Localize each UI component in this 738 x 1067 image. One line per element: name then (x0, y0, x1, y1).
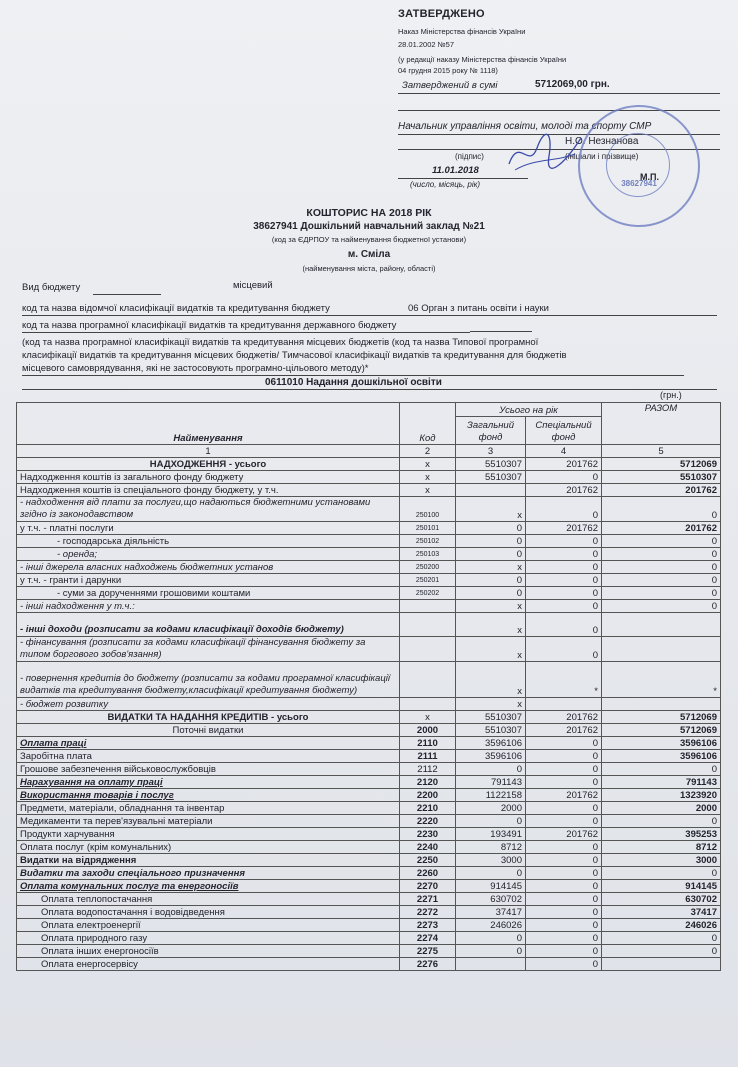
row-general-fund: 5510307 (456, 724, 526, 737)
row-code: 250202 (400, 587, 456, 600)
row-special-fund: 0 (526, 587, 602, 600)
row-special-fund: 201762 (526, 484, 602, 497)
row-special-fund: 201762 (526, 789, 602, 802)
table-row (17, 471, 721, 484)
row-total: 8712 (602, 841, 721, 854)
row-total: 5712069 (602, 724, 721, 737)
institution-name: 38627941 Дошкільний навчальний заклад №21 (253, 221, 485, 232)
row-general-fund: 37417 (456, 906, 526, 919)
row-total: 0 (602, 561, 721, 574)
program-code-state: код та назва програмної класифікації видатків та кредитування державного бюджету (22, 320, 397, 331)
row-total: 37417 (602, 906, 721, 919)
row-code: 2273 (400, 919, 456, 932)
row-name: - оренда; (17, 548, 400, 561)
row-general-fund: 0 (456, 522, 526, 535)
row-total: 201762 (602, 484, 721, 497)
approval-title: ЗАТВЕРДЖЕНО (398, 8, 485, 20)
row-name: Поточні видатки (17, 724, 400, 737)
row-name: у т.ч. - платні послуги (17, 522, 400, 535)
table-row (17, 945, 721, 958)
row-code: 2112 (400, 763, 456, 776)
row-total: 3596106 (602, 737, 721, 750)
col-number-1: 1 (17, 445, 400, 458)
row-code: 2271 (400, 893, 456, 906)
row-special-fund: 201762 (526, 458, 602, 471)
row-total: 0 (602, 763, 721, 776)
row-special-fund: 0 (526, 637, 602, 662)
row-general-fund: 2000 (456, 802, 526, 815)
row-special-fund: 201762 (526, 522, 602, 535)
table-row (17, 613, 721, 637)
row-general-fund: 5510307 (456, 711, 526, 724)
table-row (17, 662, 721, 698)
table-row (17, 561, 721, 574)
row-code: 250201 (400, 574, 456, 587)
row-special-fund: 0 (526, 841, 602, 854)
row-total: * (602, 662, 721, 698)
row-code (400, 637, 456, 662)
row-special-fund: 0 (526, 958, 602, 971)
row-total: 0 (602, 867, 721, 880)
row-name: у т.ч. - гранти і дарунки (17, 574, 400, 587)
col-header-total-year: Усього на рік (456, 403, 602, 417)
row-code: 2250 (400, 854, 456, 867)
row-code: 250103 (400, 548, 456, 561)
row-total: 1323920 (602, 789, 721, 802)
row-special-fund: 0 (526, 737, 602, 750)
row-name: Оплата енергосервісу (17, 958, 400, 971)
table-row (17, 737, 721, 750)
row-total: 0 (602, 600, 721, 613)
budget-table (16, 402, 721, 971)
row-code: 2200 (400, 789, 456, 802)
row-name: Оплата інших енергоносіїв (17, 945, 400, 958)
row-general-fund (456, 484, 526, 497)
row-special-fund: 0 (526, 854, 602, 867)
row-code: 2275 (400, 945, 456, 958)
row-general-fund: 630702 (456, 893, 526, 906)
row-special-fund: 0 (526, 802, 602, 815)
row-special-fund: 0 (526, 561, 602, 574)
row-name: Оплата праці (17, 737, 400, 750)
date-caption: (число, місяць, рік) (410, 180, 481, 189)
city-caption: (найменування міста, району, області) (302, 264, 436, 273)
table-row (17, 893, 721, 906)
row-general-fund: х (456, 637, 526, 662)
approval-order: Наказ Міністерства фінансів України (398, 27, 526, 36)
row-code: 2230 (400, 828, 456, 841)
row-name: - надходження від плати за послуги,що надаються бюджетними установами згідно із законодавством (17, 497, 400, 522)
row-general-fund: х (456, 561, 526, 574)
row-name: Оплата послуг (крім комунальних) (17, 841, 400, 854)
document-title: КОШТОРИС НА 2018 РІК (306, 207, 432, 219)
signature-caption: (підпис) (455, 152, 484, 161)
row-total: 201762 (602, 522, 721, 535)
row-special-fund: 201762 (526, 711, 602, 724)
currency-label: (грн.) (660, 390, 682, 400)
row-code: 2000 (400, 724, 456, 737)
table-row (17, 776, 721, 789)
seal-label: М.П. (640, 172, 659, 182)
row-code: 2220 (400, 815, 456, 828)
row-general-fund: 0 (456, 587, 526, 600)
row-total (602, 958, 721, 971)
row-special-fund: 201762 (526, 828, 602, 841)
institution-caption: (код за ЄДРПОУ та найменування бюджетної установи) (271, 235, 467, 244)
table-row (17, 484, 721, 497)
row-special-fund: 0 (526, 750, 602, 763)
row-total: 791143 (602, 776, 721, 789)
row-general-fund: 0 (456, 867, 526, 880)
row-general-fund: 193491 (456, 828, 526, 841)
row-code (400, 600, 456, 613)
row-special-fund: 0 (526, 497, 602, 522)
row-general-fund: х (456, 600, 526, 613)
row-name: Видатки на відрядження (17, 854, 400, 867)
approval-date: 11.01.2018 (432, 165, 479, 176)
row-name: - господарська діяльність (17, 535, 400, 548)
table-row (17, 828, 721, 841)
departmental-code-value: 06 Орган з питань освіти і науки (408, 303, 549, 314)
row-name: НАДХОДЖЕННЯ - усього (17, 458, 400, 471)
col-header-name: Найменування (17, 403, 400, 445)
row-name: - інші надходження у т.ч.: (17, 600, 400, 613)
table-row (17, 919, 721, 932)
table-row (17, 637, 721, 662)
row-code: 2272 (400, 906, 456, 919)
row-total (602, 637, 721, 662)
approved-sum-value: 5712069,00 грн. (535, 79, 610, 90)
row-total: 5510307 (602, 471, 721, 484)
row-special-fund: 0 (526, 548, 602, 561)
signature-scribble (505, 126, 585, 176)
row-code (400, 662, 456, 698)
row-code: 2274 (400, 932, 456, 945)
row-name: - суми за дорученнями грошовими коштами (17, 587, 400, 600)
table-row (17, 548, 721, 561)
row-name: Використання товарів і послуг (17, 789, 400, 802)
row-general-fund: 0 (456, 763, 526, 776)
row-general-fund: х (456, 497, 526, 522)
table-row (17, 600, 721, 613)
row-general-fund: 1122158 (456, 789, 526, 802)
row-name: Оплата природного газу (17, 932, 400, 945)
table-row (17, 815, 721, 828)
col-header-special: Спеціальний фонд (526, 417, 602, 445)
city-name: м. Сміла (347, 249, 391, 260)
row-name: - інші доходи (розписати за кодами класифікації доходів бюджету) (17, 613, 400, 637)
approval-revision: (у редакції наказу Міністерства фінансів України (398, 55, 567, 64)
row-special-fund: 0 (526, 945, 602, 958)
row-general-fund: 5510307 (456, 458, 526, 471)
table-row (17, 522, 721, 535)
row-name: - бюджет розвитку (17, 698, 400, 711)
row-code: х (400, 711, 456, 724)
row-code: 2111 (400, 750, 456, 763)
table-row (17, 711, 721, 724)
col-number-2: 2 (400, 445, 456, 458)
row-name: - інші джерела власних надходжень бюджетних установ (17, 561, 400, 574)
row-code: 250200 (400, 561, 456, 574)
budget-type-label: Вид бюджету (22, 282, 81, 293)
row-general-fund: 914145 (456, 880, 526, 893)
table-row (17, 587, 721, 600)
row-name: Оплата теплопостачання (17, 893, 400, 906)
row-name: Оплата електроенергії (17, 919, 400, 932)
row-name: Продукти харчування (17, 828, 400, 841)
program-value: 0611010 Надання дошкільної освіти (265, 377, 442, 388)
row-general-fund: 0 (456, 945, 526, 958)
row-total (602, 613, 721, 637)
row-total: 0 (602, 497, 721, 522)
row-total (602, 698, 721, 711)
row-code (400, 613, 456, 637)
row-special-fund: 0 (526, 893, 602, 906)
table-row (17, 854, 721, 867)
col-number-3: 3 (456, 445, 526, 458)
row-general-fund: 0 (456, 932, 526, 945)
row-code: 2240 (400, 841, 456, 854)
row-total: 0 (602, 932, 721, 945)
row-special-fund (526, 698, 602, 711)
row-name: Грошове забезпечення військовослужбовців (17, 763, 400, 776)
row-special-fund: 0 (526, 919, 602, 932)
row-code (400, 698, 456, 711)
row-name: Нарахування на оплату праці (17, 776, 400, 789)
row-code: 2270 (400, 880, 456, 893)
row-code: 250100 (400, 497, 456, 522)
row-name: Оплата комунальних послуг та енергоносіїв (17, 880, 400, 893)
row-special-fund: 0 (526, 471, 602, 484)
table-row (17, 802, 721, 815)
row-name: - фінансування (розписати за кодами класифікації фінансування бюджету за типом боргового зобов'язання) (17, 637, 400, 662)
row-name: Предмети, матеріали, обладнання та інвентар (17, 802, 400, 815)
row-special-fund: 0 (526, 776, 602, 789)
row-name: Надходження коштів із загального фонду бюджету (17, 471, 400, 484)
row-special-fund: 0 (526, 574, 602, 587)
table-row (17, 497, 721, 522)
table-row (17, 932, 721, 945)
row-total: 0 (602, 815, 721, 828)
table-row (17, 867, 721, 880)
row-name: Заробітна плата (17, 750, 400, 763)
row-total: 0 (602, 548, 721, 561)
row-name: Видатки та заходи спеціального призначення (17, 867, 400, 880)
row-special-fund: 0 (526, 763, 602, 776)
row-code: 2210 (400, 802, 456, 815)
row-general-fund: 3596106 (456, 750, 526, 763)
row-general-fund: 0 (456, 815, 526, 828)
row-code: 2260 (400, 867, 456, 880)
row-code: х (400, 484, 456, 497)
program-code-local-3: місцевого самоврядування, які не застосовують програмно-цільового методу)* (22, 363, 369, 374)
program-code-local-1: (код та назва програмної класифікації видатків та кредитування місцевих бюджетів (код та назва Типової програмної (22, 337, 539, 348)
table-row (17, 574, 721, 587)
row-total: 914145 (602, 880, 721, 893)
row-special-fund: 0 (526, 815, 602, 828)
stamp-code: 38627941 (621, 179, 657, 188)
table-row (17, 535, 721, 548)
approver-name: Н.О. Незнанова (565, 136, 639, 147)
table-row (17, 906, 721, 919)
budget-type-value: місцевий (233, 280, 273, 291)
approver-position: Начальник управління освіти, молоді та спорту СМР (398, 121, 652, 132)
table-row (17, 880, 721, 893)
row-general-fund: 791143 (456, 776, 526, 789)
row-total: 0 (602, 535, 721, 548)
row-general-fund (456, 958, 526, 971)
row-special-fund: 0 (526, 880, 602, 893)
row-code: 2276 (400, 958, 456, 971)
col-number-5: 5 (602, 445, 721, 458)
table-row (17, 750, 721, 763)
row-name: Надходження коштів із спеціального фонду бюджету, у т.ч. (17, 484, 400, 497)
row-special-fund: 0 (526, 906, 602, 919)
row-special-fund: 0 (526, 600, 602, 613)
row-general-fund: х (456, 662, 526, 698)
row-special-fund: 0 (526, 932, 602, 945)
row-total: 0 (602, 587, 721, 600)
row-total: 5712069 (602, 458, 721, 471)
table-row (17, 458, 721, 471)
col-header-general: Загальний фонд (456, 417, 526, 445)
row-general-fund: 246026 (456, 919, 526, 932)
row-total: 3000 (602, 854, 721, 867)
row-general-fund: 3596106 (456, 737, 526, 750)
departmental-code-label: код та назва відомчої класифікації видатків та кредитування бюджету (22, 303, 330, 314)
row-general-fund: 0 (456, 548, 526, 561)
row-name: - повернення кредитів до бюджету (розписати за кодами програмної класифікації видатків та кредитування бюджету,класифікації кредитування бюджету) (17, 662, 400, 698)
row-code: х (400, 471, 456, 484)
row-code: 2120 (400, 776, 456, 789)
row-total: 2000 (602, 802, 721, 815)
row-total: 630702 (602, 893, 721, 906)
table-row (17, 763, 721, 776)
row-name: Оплата водопостачання і водовідведення (17, 906, 400, 919)
col-number-4: 4 (526, 445, 602, 458)
row-general-fund: 0 (456, 574, 526, 587)
col-header-sum: РАЗОМ (602, 403, 721, 445)
table-row (17, 789, 721, 802)
row-general-fund: 8712 (456, 841, 526, 854)
row-code: 2110 (400, 737, 456, 750)
row-code: 250102 (400, 535, 456, 548)
row-general-fund: 0 (456, 535, 526, 548)
program-code-local-2: класифікації видатків та кредитування місцевих бюджетів/ Тимчасової класифікації видатків та кредитування для бюджетів (22, 350, 567, 361)
row-special-fund: 0 (526, 613, 602, 637)
row-total: 0 (602, 574, 721, 587)
row-name: ВИДАТКИ ТА НАДАННЯ КРЕДИТІВ - усього (17, 711, 400, 724)
row-total: 0 (602, 945, 721, 958)
row-code: 250101 (400, 522, 456, 535)
row-special-fund: 201762 (526, 724, 602, 737)
row-code: х (400, 458, 456, 471)
col-header-code: Код (400, 403, 456, 445)
row-general-fund: 5510307 (456, 471, 526, 484)
row-total: 3596106 (602, 750, 721, 763)
table-row (17, 841, 721, 854)
row-special-fund: * (526, 662, 602, 698)
row-general-fund: 3000 (456, 854, 526, 867)
row-total: 246026 (602, 919, 721, 932)
budget-rows (17, 458, 721, 971)
table-row (17, 724, 721, 737)
row-special-fund: 0 (526, 867, 602, 880)
row-name: Медикаменти та перев'язувальні матеріали (17, 815, 400, 828)
row-total: 5712069 (602, 711, 721, 724)
table-row (17, 958, 721, 971)
row-general-fund: х (456, 613, 526, 637)
approval-revision-date: 04 грудня 2015 року № 1118) (398, 66, 498, 75)
approval-order-date: 28.01.2002 №57 (398, 40, 455, 49)
row-special-fund: 0 (526, 535, 602, 548)
row-general-fund: х (456, 698, 526, 711)
row-total: 395253 (602, 828, 721, 841)
table-row (17, 698, 721, 711)
initials-caption: (ініціали і прізвище) (565, 152, 639, 161)
approved-sum-label: Затверджений в сумі (402, 80, 498, 91)
